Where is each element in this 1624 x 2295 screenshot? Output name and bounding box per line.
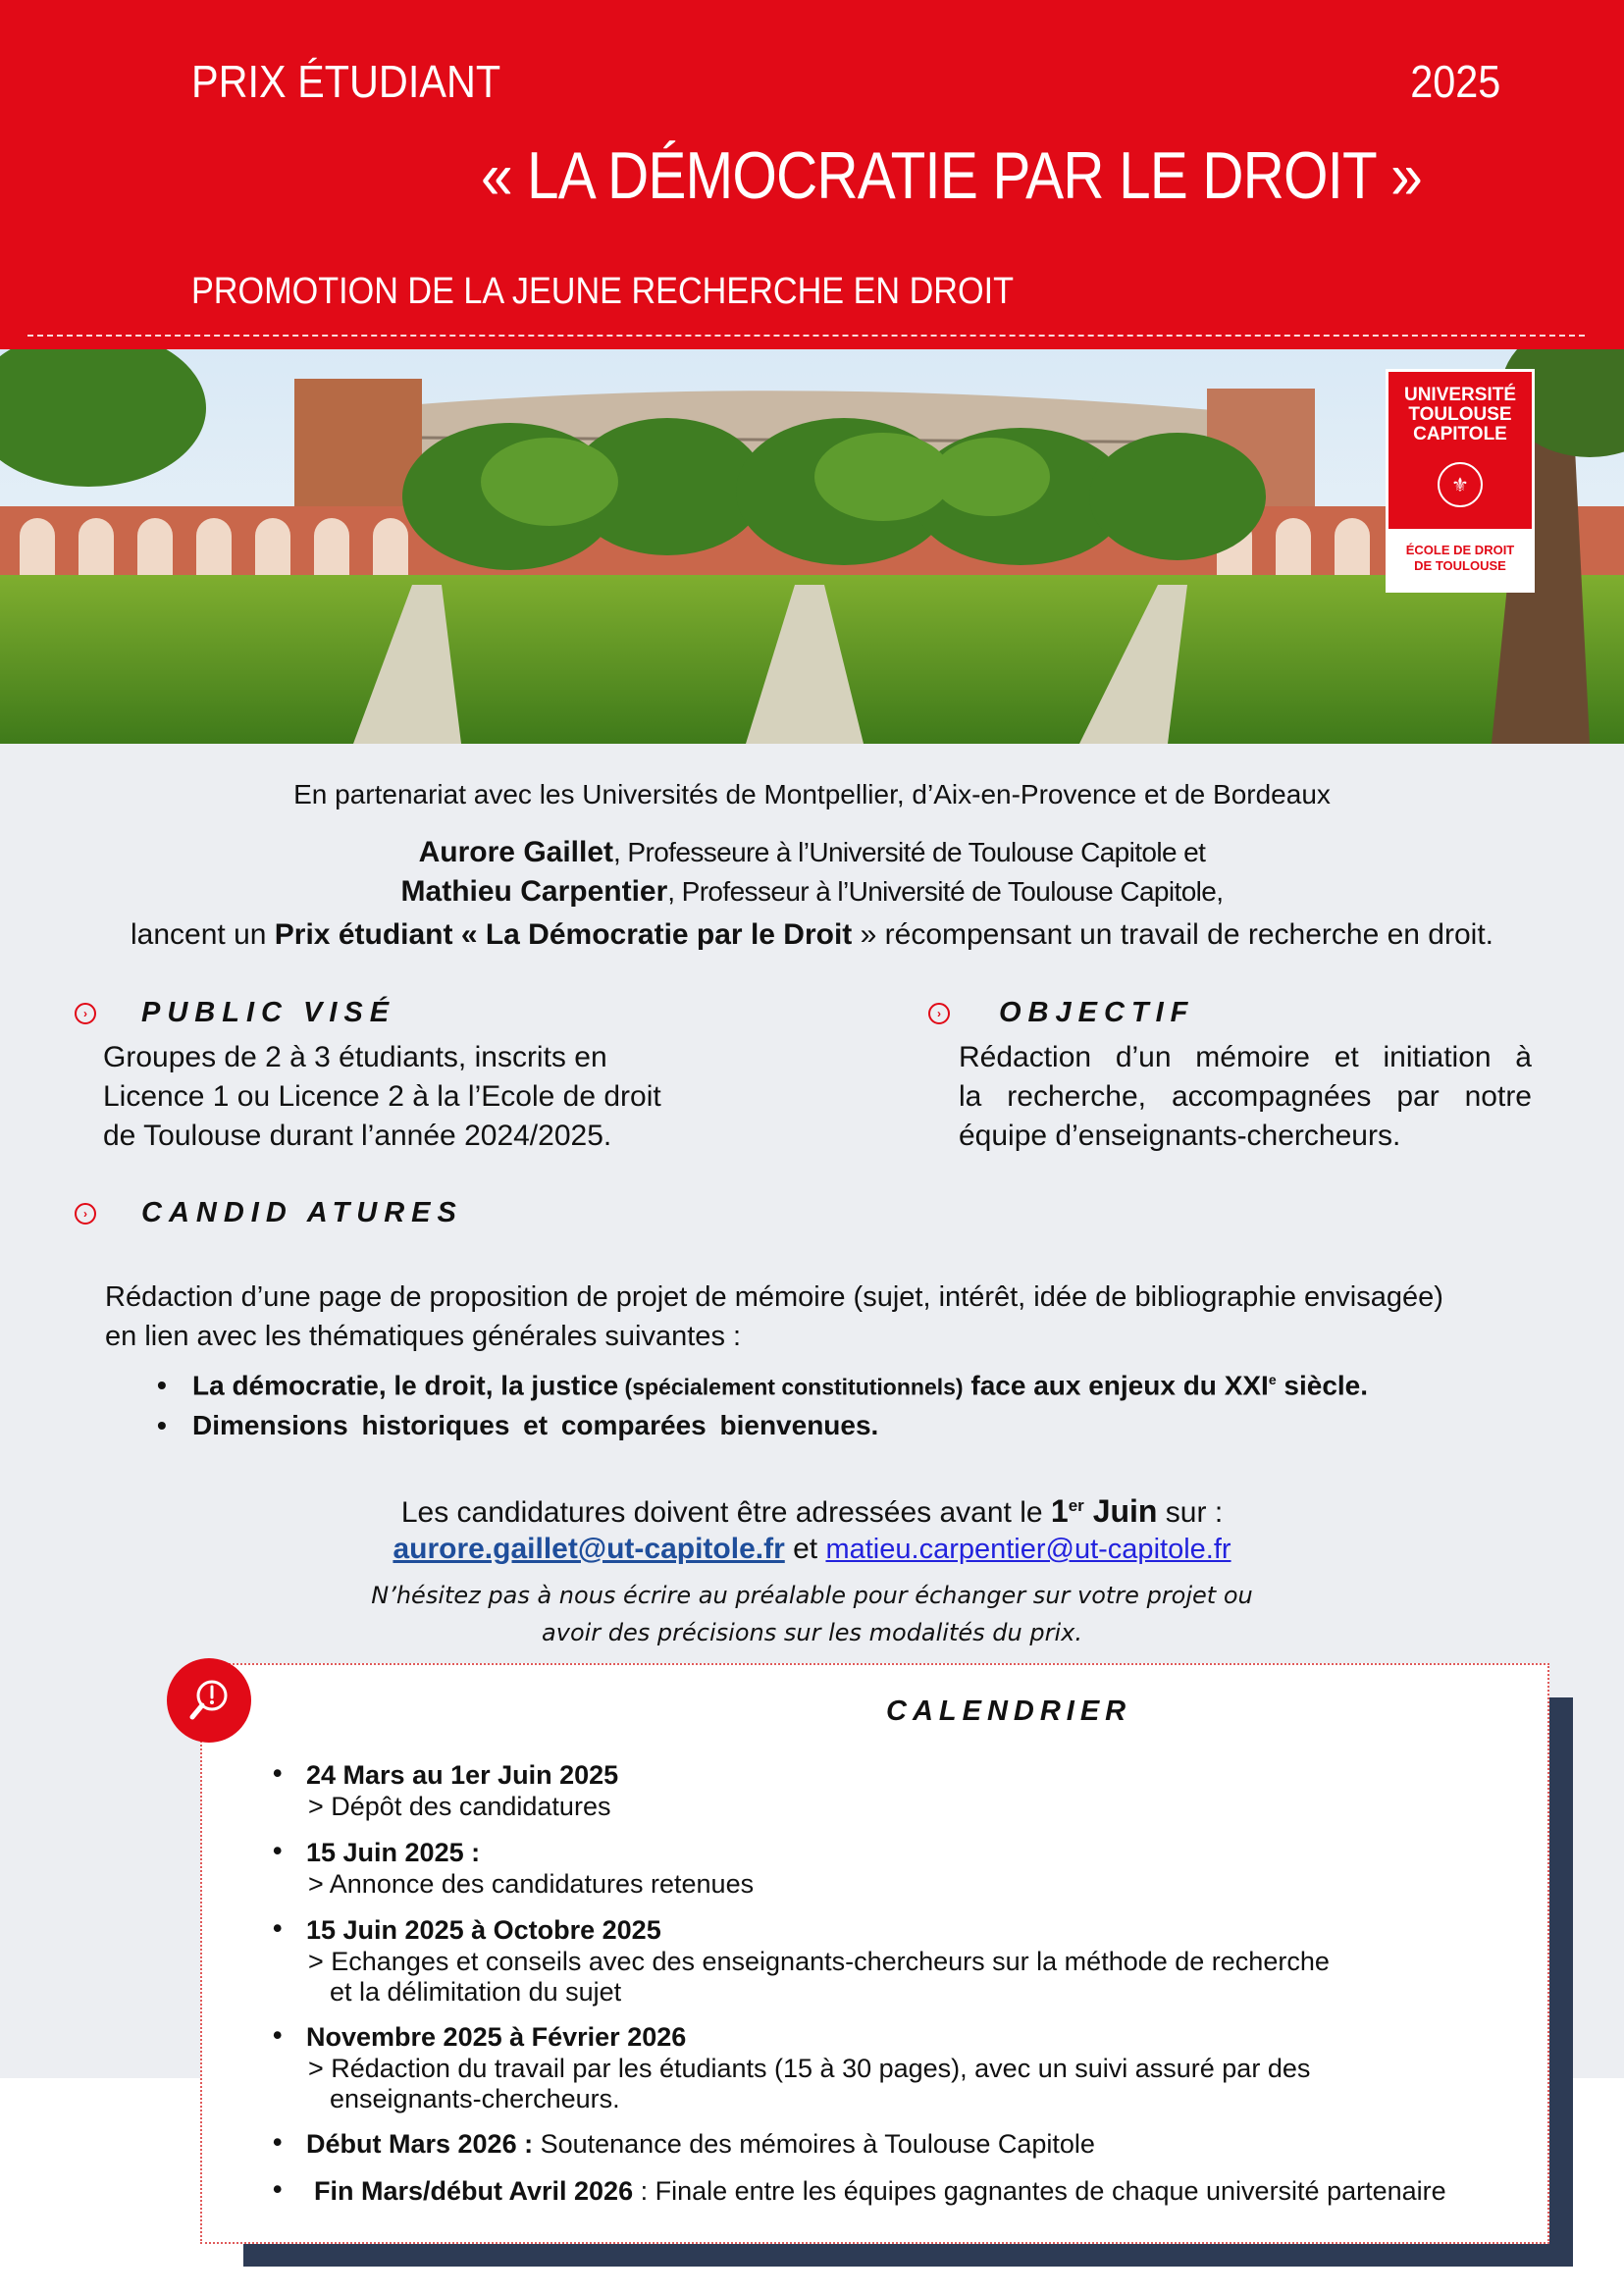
logo-line-2: TOULOUSE [1408,404,1512,425]
public-line-3: de Toulouse durant l’année 2024/2025. [103,1120,612,1152]
public-chevron-icon: › [75,1003,96,1024]
campus-photo [0,349,1624,744]
calendar-item-date: 15 Juin 2025 à Octobre 2025 [306,1915,661,1945]
theme-item-2: • Dimensions historiques et comparées bienvenues. [157,1410,879,1441]
email-link-carpentier[interactable]: matieu.carpentier@ut-capitole.fr [825,1534,1231,1565]
candidatures-title: CANDID ATURES [141,1197,463,1228]
calendar-item-date: Novembre 2025 à Février 2026 [306,2022,687,2052]
apply-date: 1 [1050,1493,1069,1529]
year-label: 2025 [1409,56,1500,107]
calendar-item-date: Début Mars 2026 : [306,2129,534,2159]
calendar-item: • 24 Mars au 1er Juin 2025 > Dépôt des candidatures [273,1758,1446,1822]
apply-post: sur : [1157,1496,1224,1529]
launch-post: » récompensant un travail de recherche en droit. [852,918,1493,951]
email-link-gaillet[interactable]: aurore.gaillet@ut-capitole.fr [393,1533,785,1565]
apply-pre: Les candidatures doivent être adressées avant le [400,1496,1051,1529]
logo-line-3: CAPITOLE [1413,424,1507,444]
university-logo [1386,369,1535,593]
calendar-item-desc: > Rédaction du travail par les étudiants (15 à 30 pages), avec un suivi assuré par des [308,2054,1311,2083]
objectif-line-3: équipe d’enseignants-chercheurs. [959,1120,1401,1152]
calendar-item: • Fin Mars/début Avril 2026 : Finale entre les équipes gagnantes de chaque université partenaire [273,2174,1446,2206]
launch-bold: Prix étudiant « La Démocratie par le Droit [274,918,853,951]
calendar-item-desc: Soutenance des mémoires à Toulouse Capitole [533,2129,1095,2159]
organizer-role-1: , Professeure à l’Université de Toulouse Capitole et [613,837,1206,867]
objectif-body [959,1038,1532,1156]
contact-note-2: avoir des précisions sur les modalités du prix. [542,1619,1082,1646]
calendar-item-date: 15 Juin 2025 : [306,1838,481,1867]
organizer-name-2: Mathieu Carpentier [400,875,668,908]
candidatures-line-2: en lien avec les thématiques générales suivantes : [105,1321,742,1352]
calendar-item: • Novembre 2025 à Février 2026 > Rédaction du travail par les étudiants (15 à 30 pages), avec un suivi assuré par des enseignants-chercheurs. [273,2020,1446,2113]
apply-date-month: Juin [1083,1493,1158,1529]
organizer-name-1: Aurore Gaillet [418,836,614,868]
objectif-line-1: Rédaction d’un mémoire et initiation à [959,1041,1532,1073]
calendar-item: • 15 Juin 2025 à Octobre 2025 > Echanges et conseils avec des enseignants-chercheurs sur la méthode de recherche et la délimitation du sujet [273,1913,1446,2007]
logo-line-1: UNIVERSITÉ [1403,385,1517,405]
theme-item-1: • La démocratie, le droit, la justice (spécialement constitutionnels) face aux enjeux du XXIe siècle. [157,1370,1369,1401]
organizer-role-2: , Professeur à l’Université de Toulouse Capitole, [667,876,1224,907]
theme-1-main: La démocratie, le droit, la justice [192,1370,619,1401]
theme-1-tail: siècle. [1276,1370,1369,1401]
public-line-2: Licence 1 ou Licence 2 à la l’Ecole de droit [103,1080,661,1113]
calendar-item-date: 24 Mars au 1er Juin 2025 [306,1760,619,1790]
logo-bottom-2: DE TOULOUSE [1414,558,1506,573]
calendar-item: • 15 Juin 2025 : > Annonce des candidatures retenues [273,1836,1446,1900]
calendar-item-desc: > Annonce des candidatures retenues [308,1869,755,1899]
apply-text [0,1493,1624,1530]
public-title: PUBLIC VISÉ [141,997,396,1028]
launch-pre: lancent un [131,918,275,951]
calendar-item-desc: : Finale entre les équipes gagnantes de chaque université partenaire [633,2176,1446,2206]
themes-list [157,1360,1368,1445]
public-body [103,1038,661,1156]
calendar-title: CALENDRIER [886,1695,1132,1727]
calendar-item-desc: > Echanges et conseils avec des enseignants-chercheurs sur la méthode de recherche [308,1947,1330,1976]
objectif-title: OBJECTIF [999,997,1195,1028]
header-divider [27,335,1585,337]
page-title: « LA DÉMOCRATIE PAR LE DROIT » [481,138,1422,213]
theme-2-text: Dimensions historiques et comparées bienvenues. [192,1410,879,1441]
emails-and: et [784,1533,826,1565]
page-subtitle: PROMOTION DE LA JEUNE RECHERCHE EN DROIT [191,271,1015,312]
calendar-item-desc-cont: enseignants-chercheurs. [330,2084,620,2113]
organizer-line-1 [0,836,1624,869]
public-line-1: Groupes de 2 à 3 étudiants, inscrits en [103,1041,607,1073]
calendar-item-desc: > Dépôt des candidatures [308,1792,611,1821]
candidatures-chevron-icon: › [75,1203,96,1225]
logo-bottom-1: ÉCOLE DE DROIT [1405,543,1515,557]
theme-1-sup: e [1268,1372,1277,1387]
candidatures-line-1: Rédaction d’une page de proposition de projet de mémoire (sujet, intérêt, idée de bibliographie envisagée) [105,1281,1443,1313]
calendar-item-date: Fin Mars/début Avril 2026 [314,2176,634,2206]
theme-1-end: face aux enjeux du XXI [963,1370,1269,1401]
calendar-item-desc-cont: et la délimitation du sujet [330,1977,622,2007]
header-banner [0,0,1624,349]
candidatures-body [105,1278,1443,1356]
contact-note-1: N’hésitez pas à nous écrire au préalable pour échanger sur votre projet ou [371,1582,1253,1609]
organizer-line-2 [0,875,1624,909]
launch-text [0,918,1624,952]
alert-magnifier-icon [167,1658,251,1743]
prize-label: PRIX ÉTUDIANT [191,56,501,107]
partnership-text: En partenariat avec les Universités de Montpellier, d’Aix-en-Provence et de Bordeaux [293,779,1331,809]
contact-emails [0,1533,1624,1566]
apply-date-sup: er [1068,1496,1084,1515]
theme-1-paren: (spécialement constitutionnels) [618,1374,964,1400]
objectif-line-2: la recherche, accompagnées par notre [959,1080,1532,1113]
objectif-chevron-icon: › [928,1003,950,1024]
calendar-list [273,1758,1446,2221]
campus-illustration [0,349,1624,744]
calendar-item: • Début Mars 2026 : Soutenance des mémoires à Toulouse Capitole [273,2127,1095,2159]
seal-icon: ⚜ [1438,462,1483,507]
